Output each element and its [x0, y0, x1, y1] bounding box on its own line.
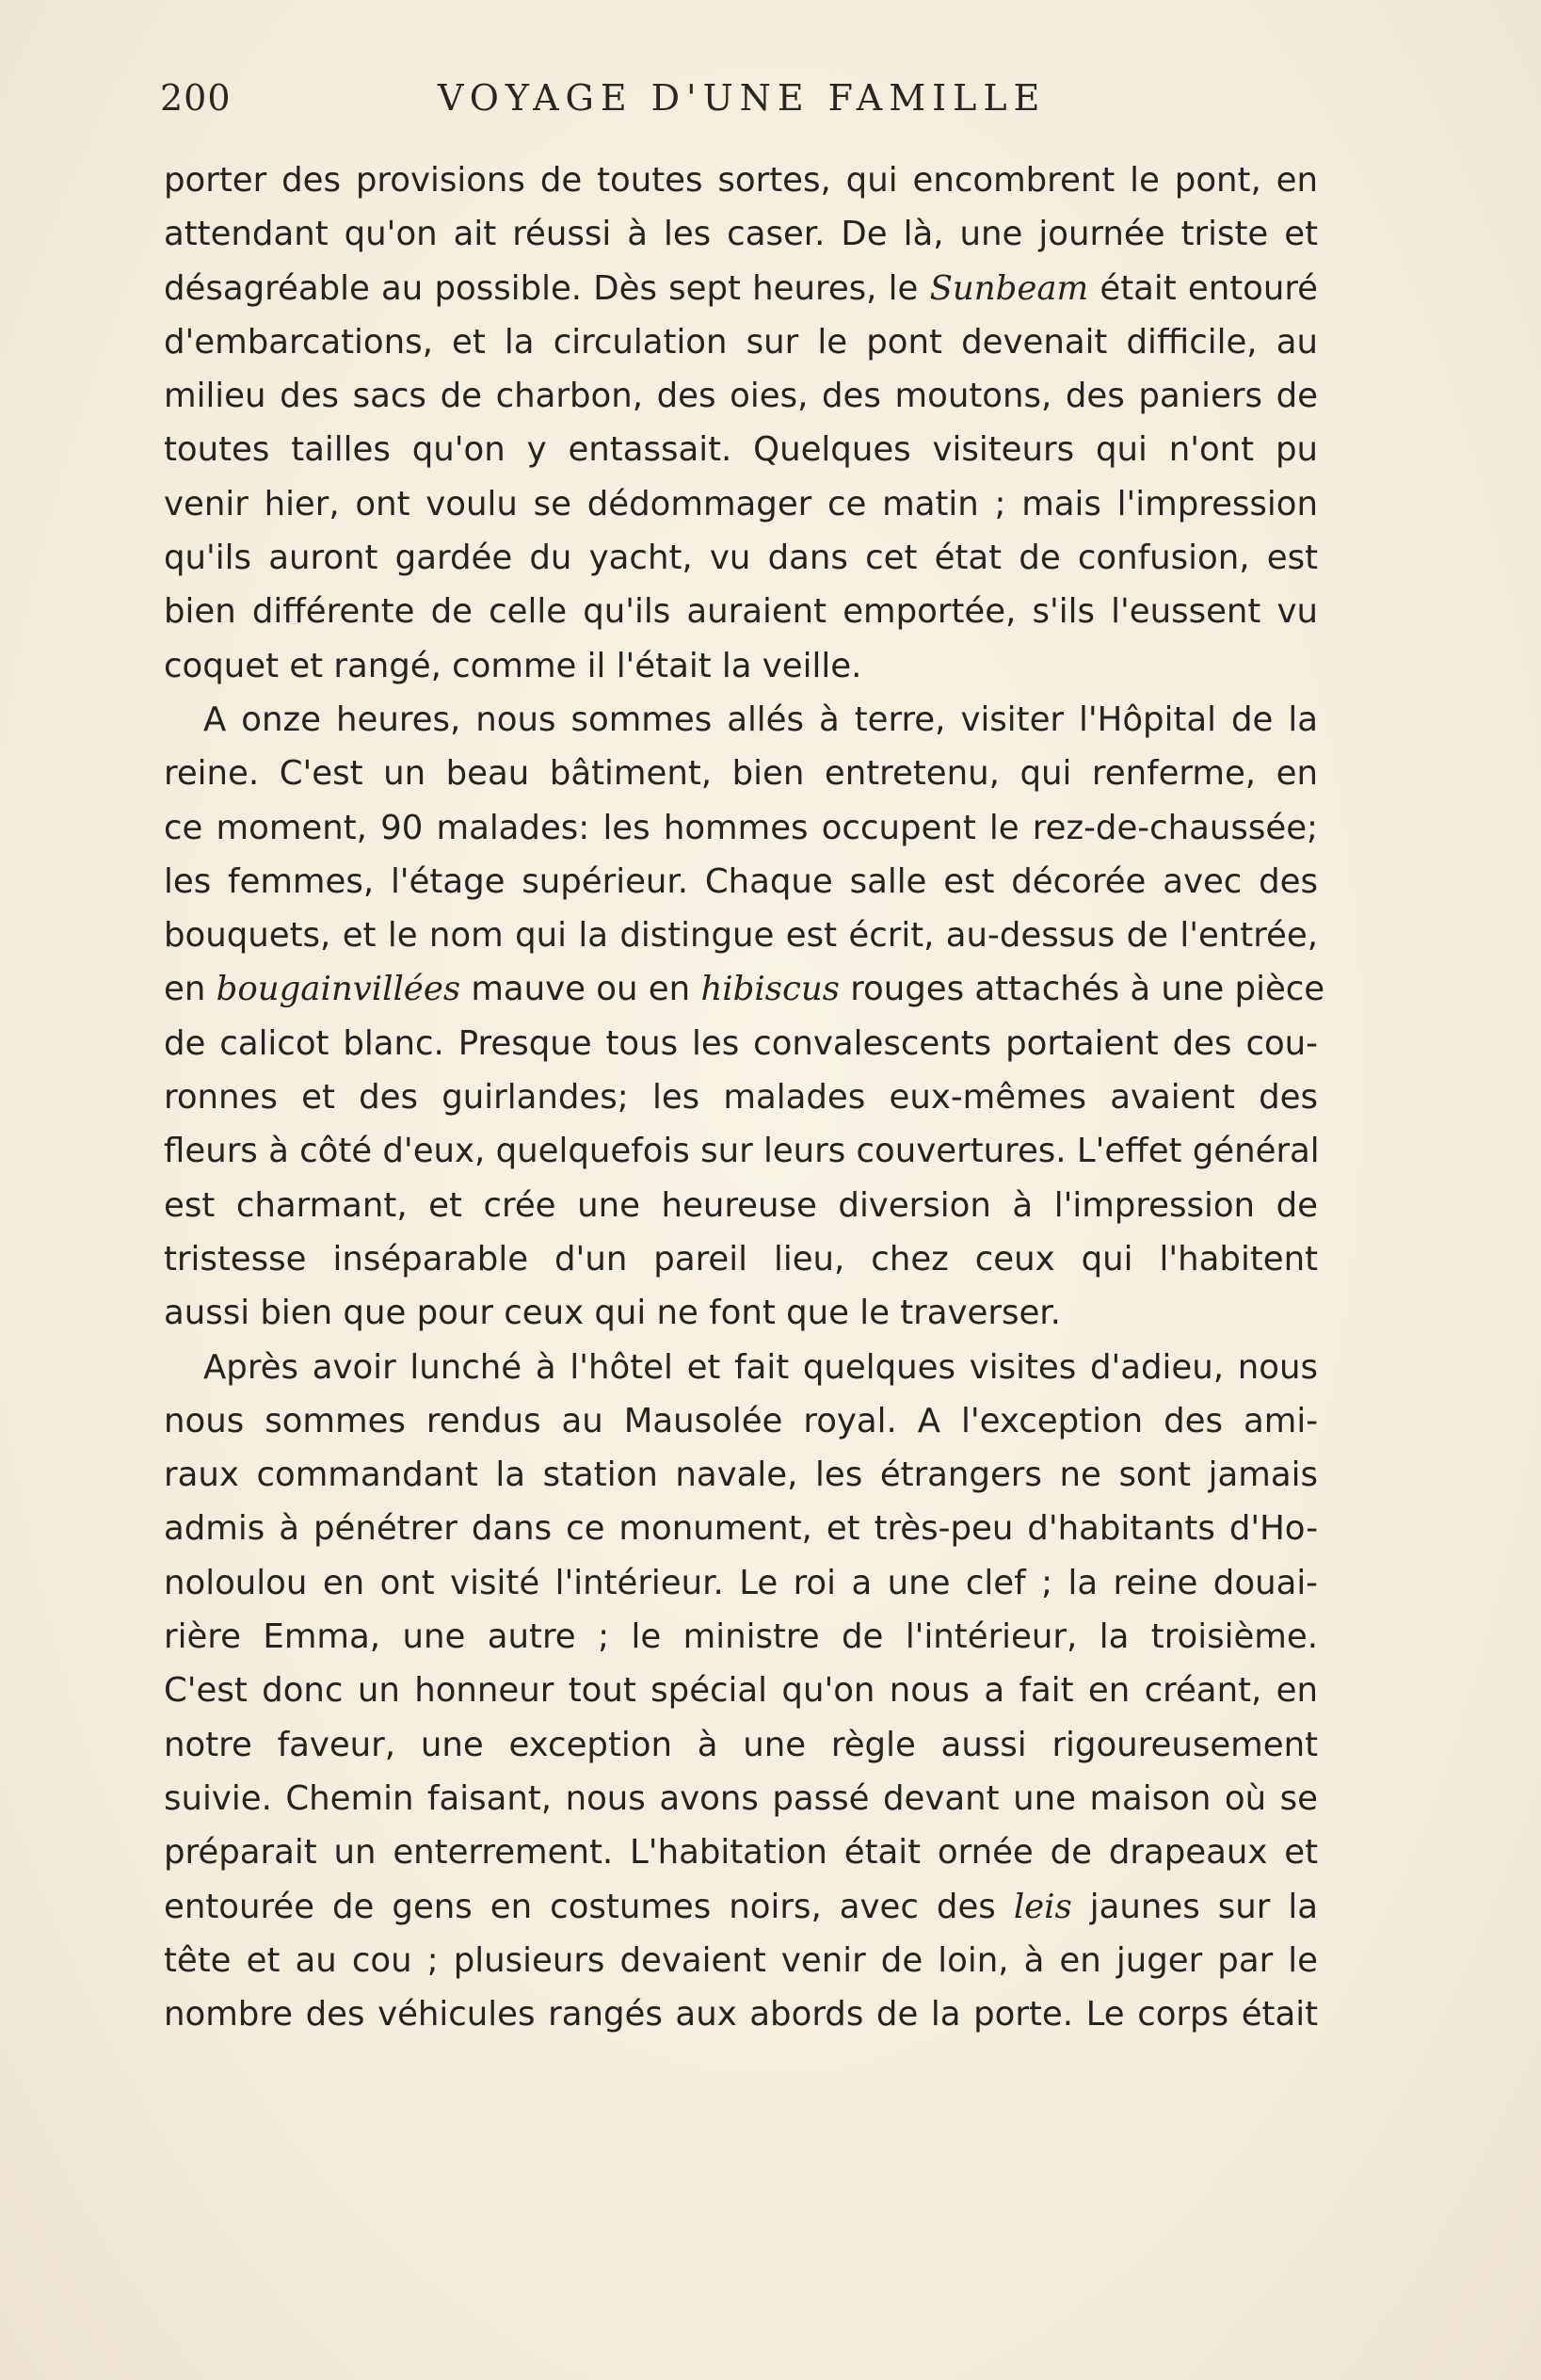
text-line: ce moment, 90 malades: les hommes occupent le rez-de-chaussée;	[164, 808, 1318, 847]
text-line: entourée de gens en costumes noirs, avec des leis jaunes sur la	[164, 1887, 1318, 1926]
text-line: milieu des sacs de charbon, des oies, des moutons, des paniers de	[164, 377, 1318, 416]
text-line: les femmes, l'étage supérieur. Chaque salle est décorée avec des	[164, 861, 1318, 901]
text-line: désagréable au possible. Dès sept heures, le Sunbeam était entouré	[164, 268, 1319, 308]
text-line: Après avoir lunché à l'hôtel et fait quelques visites d'adieu, nous	[203, 1347, 1318, 1387]
text-line: aussi bien que pour ceux qui ne font que le traverser.	[164, 1294, 1061, 1333]
text-line: A onze heures, nous sommes allés à terre, visiter l'Hôpital de la	[203, 700, 1318, 739]
text-line: ronnes et des guirlandes; les malades eux-mêmes avaient des	[164, 1078, 1318, 1118]
text-line: rière Emma, une autre ; le ministre de l'intérieur, la troisième.	[164, 1617, 1318, 1657]
text-line: tristesse inséparable d'un pareil lieu, chez ceux qui l'habitent	[164, 1239, 1318, 1278]
page-header	[160, 77, 1327, 134]
italic-term: bougainvillées	[216, 970, 461, 1009]
text-line: en bougainvillées mauve ou en hibiscus rouges attachés à une pièce	[164, 970, 1325, 1009]
italic-ship-name: Sunbeam	[929, 268, 1089, 308]
italic-term: leis	[1013, 1887, 1072, 1926]
text-line: attendant qu'on ait réussi à les caser. De là, une journée triste et	[164, 215, 1318, 254]
text-line: bouquets, et le nom qui la distingue est écrit, au-dessus de l'entrée,	[164, 916, 1318, 956]
text-line: coquet et rangé, comme il l'était la veille.	[164, 646, 862, 685]
running-title: VOYAGE D'UNE FAMILLE	[438, 77, 1047, 119]
text-line: nombre des véhicules rangés aux abords de la porte. Le corps était	[164, 1995, 1318, 2034]
text-line: bien différente de celle qu'ils auraient emportée, s'ils l'eussent vu	[164, 592, 1318, 632]
text-line: C'est donc un honneur tout spécial qu'on nous a fait en créant, en	[164, 1671, 1318, 1711]
text-line: toutes tailles qu'on y entassait. Quelques visiteurs qui n'ont pu	[164, 430, 1318, 470]
text-line: qu'ils auront gardée du yacht, vu dans cet état de confusion, est	[164, 539, 1318, 578]
italic-term: hibiscus	[700, 970, 840, 1009]
text-line: tête et au cou ; plusieurs devaient venir de loin, à en juger par le	[164, 1940, 1318, 1980]
text-line: notre faveur, une exception à une règle aussi rigoureusement	[164, 1725, 1318, 1764]
text-line: raux commandant la station navale, les étrangers ne sont jamais	[164, 1455, 1318, 1495]
page-number: 200	[160, 77, 232, 119]
text-line: admis à pénétrer dans ce monument, et très-peu d'habitants d'Ho-	[164, 1509, 1318, 1549]
body-text	[164, 153, 1325, 2041]
text-line: est charmant, et crée une heureuse diversion à l'impression de	[164, 1185, 1318, 1225]
text-line: venir hier, ont voulu se dédommager ce matin ; mais l'impression	[164, 484, 1318, 523]
text-line: de calicot blanc. Presque tous les convalescents portaient des cou-	[164, 1023, 1318, 1063]
text-line: reine. C'est un beau bâtiment, bien entretenu, qui renferme, en	[164, 754, 1318, 794]
text-line: noloulou en ont visité l'intérieur. Le roi a une clef ; la reine douai-	[164, 1563, 1318, 1602]
text-line: suivie. Chemin faisant, nous avons passé devant une maison où se	[164, 1778, 1318, 1818]
text-line: porter des provisions de toutes sortes, qui encombrent le pont, en	[164, 161, 1318, 200]
text-line: fleurs à côté d'eux, quelquefois sur leurs couvertures. L'effet général	[164, 1132, 1320, 1171]
text-line: d'embarcations, et la circulation sur le pont devenait difficile, au	[164, 322, 1318, 362]
text-line: préparait un enterrement. L'habitation était ornée de drapeaux et	[164, 1833, 1318, 1873]
text-line: nous sommes rendus au Mausolée royal. A l'exception des ami-	[164, 1401, 1318, 1440]
